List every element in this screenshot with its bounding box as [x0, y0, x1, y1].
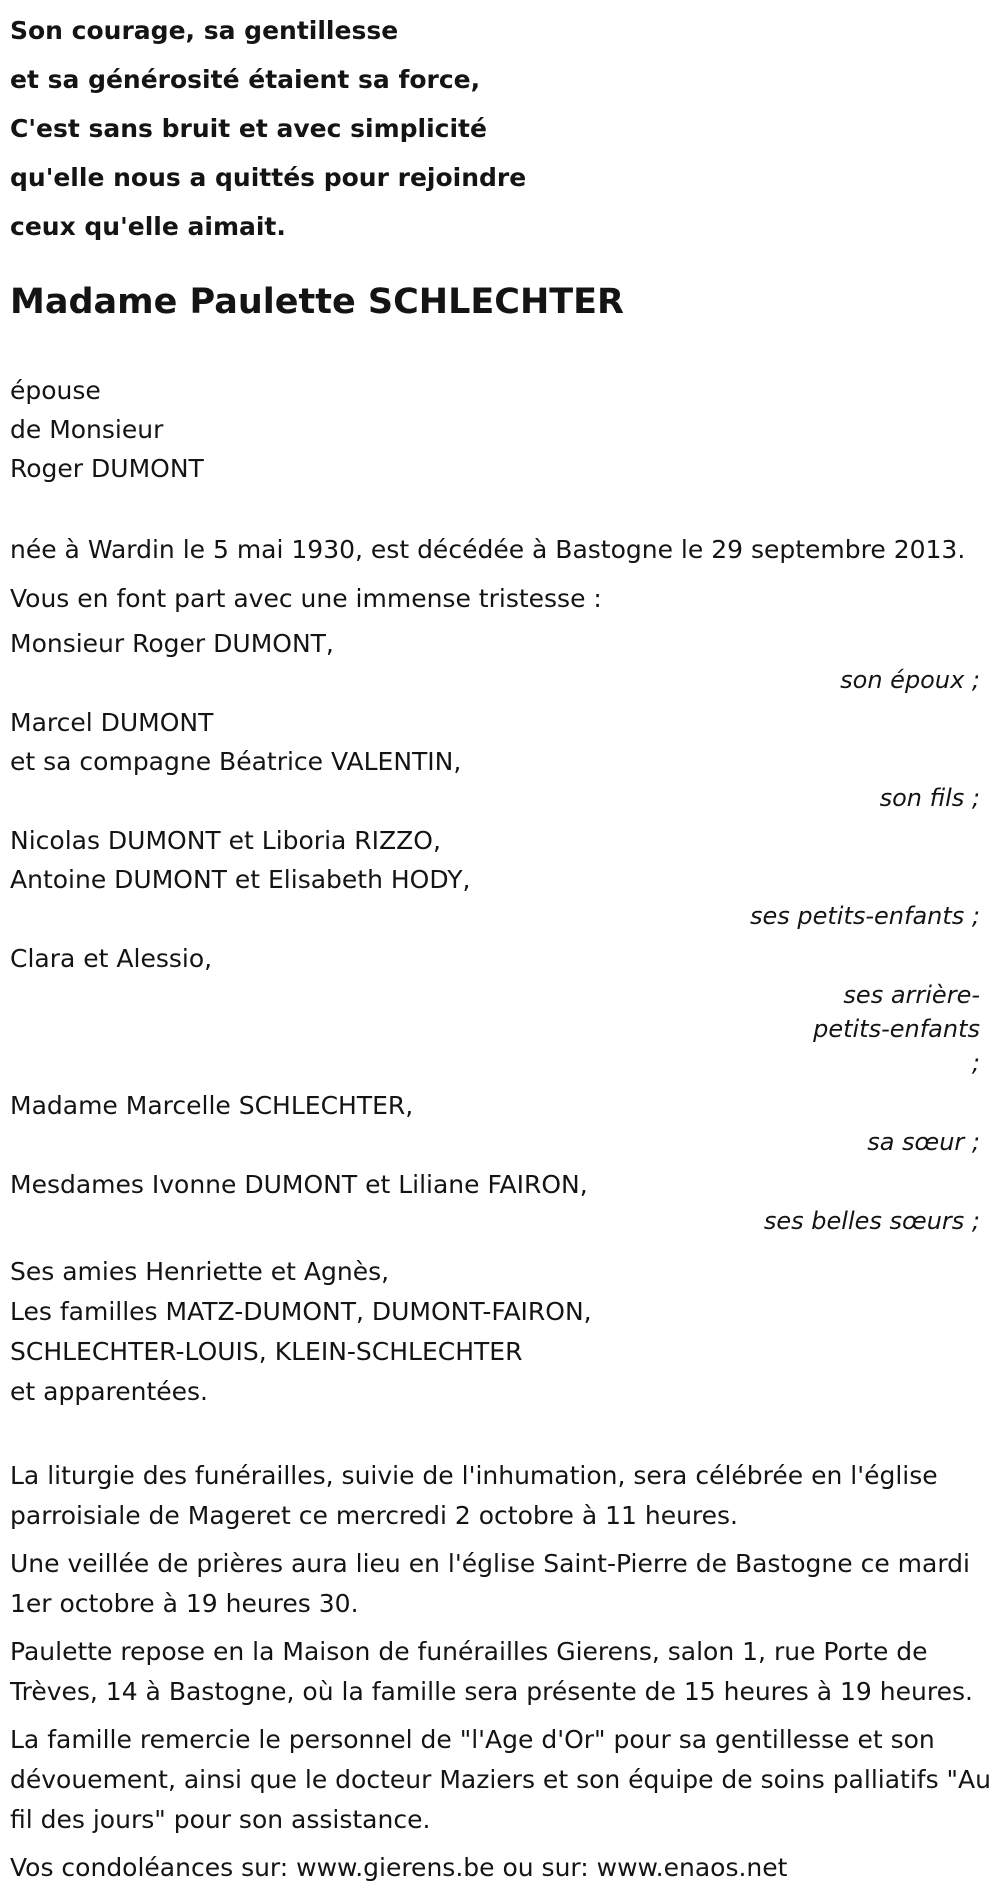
family-name-line: Antoine DUMONT et Elisabeth HODY,: [10, 865, 471, 894]
family-entry: [10, 1165, 980, 1238]
family-names: [10, 821, 980, 899]
spouse-line: épouse: [10, 376, 101, 405]
family-name-line: Madame Marcelle SCHLECHTER,: [10, 1091, 414, 1120]
family-relation: son époux ;: [840, 666, 980, 694]
poem-line: et sa générosité étaient sa force,: [10, 65, 481, 94]
thanks-paragraph: La famille remercie le personnel de "l'Age d'Or" pour sa gentillesse et son dévouement, ainsi que le docteur Maziers et son équipe de soins palliatifs "Au fil des jours" pour son assistance.: [10, 1725, 992, 1834]
family-entry: [10, 821, 980, 933]
poem-line: ceux qu'elle aimait.: [10, 212, 286, 241]
birth-death-text: née à Wardin le 5 mai 1930, est décédée à Bastogne le 29 septembre 2013.: [10, 535, 966, 564]
family-names: [10, 703, 980, 781]
family-list: [10, 624, 990, 1238]
family-name-line: Marcel DUMONT: [10, 708, 214, 737]
spouse-line: de Monsieur: [10, 415, 164, 444]
funeral-liturgy-paragraph: La liturgie des funérailles, suivie de l'inhumation, sera célébrée en l'église parroisiale de Mageret ce mercredi 2 octobre à 11 heures.: [10, 1461, 938, 1530]
family-relation: sa sœur ;: [867, 1128, 980, 1156]
vigil-paragraph: Une veillée de prières aura lieu en l'église Saint-Pierre de Bastogne ce mardi 1er octobre à 19 heures 30.: [10, 1549, 970, 1618]
other-relatives-line: et apparentées.: [10, 1377, 208, 1406]
family-entry: [10, 1086, 980, 1159]
family-names: [10, 939, 980, 978]
family-name-line: et sa compagne Béatrice VALENTIN,: [10, 747, 462, 776]
family-name-line: Clara et Alessio,: [10, 944, 213, 973]
condolences-paragraph: Vos condoléances sur: www.gierens.be ou sur: www.enaos.net: [10, 1853, 788, 1882]
family-names: [10, 1165, 980, 1204]
family-relation: ses belles sœurs ;: [763, 1207, 980, 1235]
poem-line: C'est sans bruit et avec simplicité: [10, 114, 487, 143]
family-name-line: Mesdames Ivonne DUMONT et Liliane FAIRON,: [10, 1170, 588, 1199]
family-name-line: Monsieur Roger DUMONT,: [10, 629, 334, 658]
family-name-line: Nicolas DUMONT et Liboria RIZZO,: [10, 826, 441, 855]
repose-paragraph: Paulette repose en la Maison de funérailles Gierens, salon 1, rue Porte de Trèves, 14 à Bastogne, où la famille sera présente de 15 heures à 19 heures.: [10, 1637, 973, 1706]
deceased-name: Madame Paulette SCHLECHTER: [10, 282, 624, 322]
spouse-line: Roger DUMONT: [10, 454, 204, 483]
other-relatives-line: Les familles MATZ-DUMONT, DUMONT-FAIRON,: [10, 1297, 592, 1326]
poem-line: Son courage, sa gentillesse: [10, 16, 399, 45]
poem: [10, 0, 990, 251]
other-relatives: [10, 1252, 990, 1412]
poem-line: qu'elle nous a quittés pour rejoindre: [10, 163, 527, 192]
announcement-text: Vous en font part avec une immense tristesse :: [10, 584, 602, 613]
other-relatives-line: SCHLECHTER-LOUIS, KLEIN-SCHLECHTER: [10, 1337, 523, 1366]
family-entry: [10, 703, 980, 815]
family-relation: ses arrière-petits-enfants ;: [813, 981, 980, 1077]
family-entry: [10, 939, 980, 1080]
other-relatives-line: Ses amies Henriette et Agnès,: [10, 1257, 390, 1286]
spouse-block: [10, 371, 990, 488]
family-relation: ses petits-enfants ;: [749, 902, 980, 930]
family-names: [10, 624, 980, 663]
family-entry: [10, 624, 980, 697]
family-relation: son fils ;: [879, 784, 980, 812]
family-names: [10, 1086, 980, 1125]
